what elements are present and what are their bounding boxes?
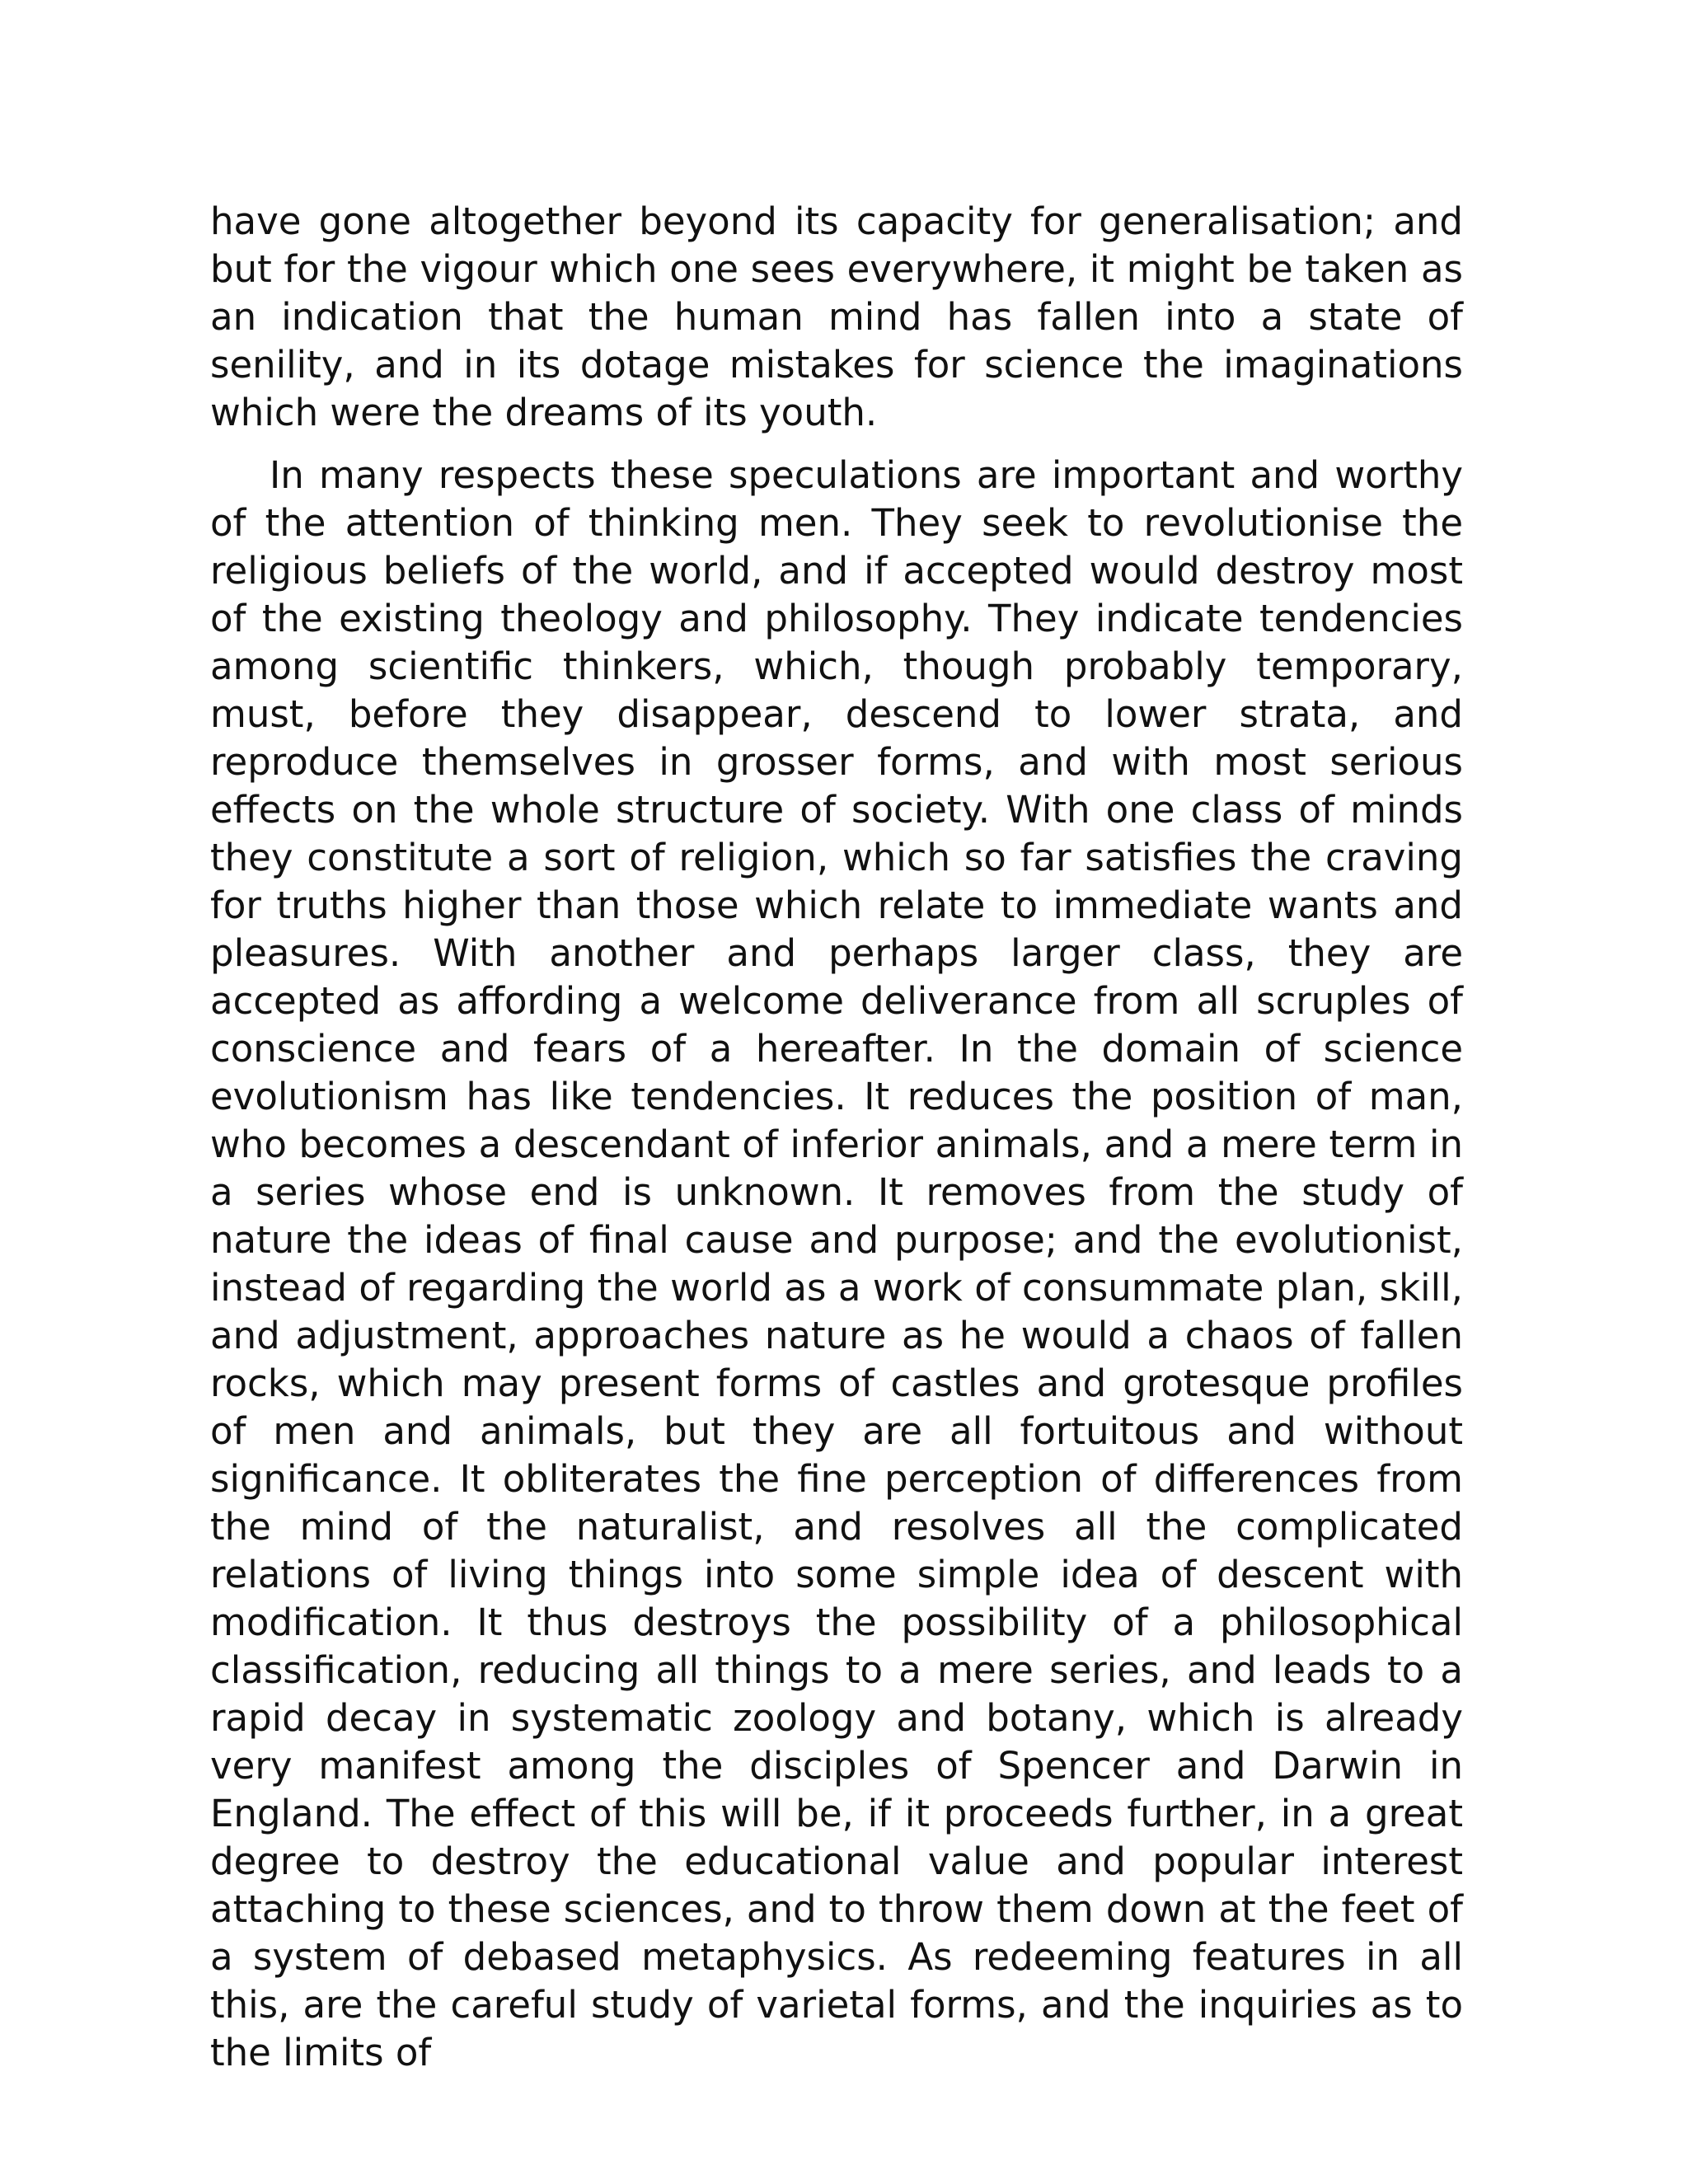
- body-text: [210, 198, 1463, 2077]
- paragraph-continuation: have gone altogether beyond its capacity for generalisation; and but for the vigour which one sees everywhere, it might be taken as an indication that the human mind has fallen into a state of senility, and in its dotage mistakes for science the imaginations which were the dreams of its youth.: [210, 199, 1463, 434]
- paragraph-speculations: In many respects these speculations are important and worthy of the attention of thinking men. They seek to revolutionise the religious beliefs of the world, and if accepted would destroy most of the existing theology and philosophy. They indicate tendencies among scientific thinkers, which, though probably temporary, must, before they disappear, descend to lower strata, and reproduce themselves in grosser forms, and with most serious effects on the whole structure of society. With one class of minds they constitute a sort of religion, which so far satisfies the craving for truths higher than those which relate to immediate wants and pleasures. With another and perhaps larger class, they are accepted as affording a welcome deliverance from all scruples of conscience and fears of a hereafter. In the domain of science evolutionism has like tendencies. It reduces the position of man, who becomes a descendant of inferior animals, and a mere term in a series whose end is unknown. It removes from the study of nature the ideas of final cause and purpose; and the evolutionist, instead of regarding the world as a work of consummate plan, skill, and adjustment, approaches nature as he would a chaos of fallen rocks, which may present forms of castles and grotesque profiles of men and animals, but they are all fortuitous and without significance. It obliterates the fine perception of differences from the mind of the naturalist, and resolves all the complicated relations of living things into some simple idea of descent with modification. It thus destroys the possibility of a philosophical classification, reducing all things to a mere series, and leads to a rapid decay in systematic zoology and botany, which is already very manifest among the disciples of Spencer and Darwin in England. The effect of this will be, if it proceeds further, in a great degree to destroy the educational value and popular interest attaching to these sciences, and to throw them down at the feet of a system of debased metaphysics. As redeeming features in all this, are the careful study of varietal forms, and the inquiries as to the limits of: [210, 453, 1463, 2074]
